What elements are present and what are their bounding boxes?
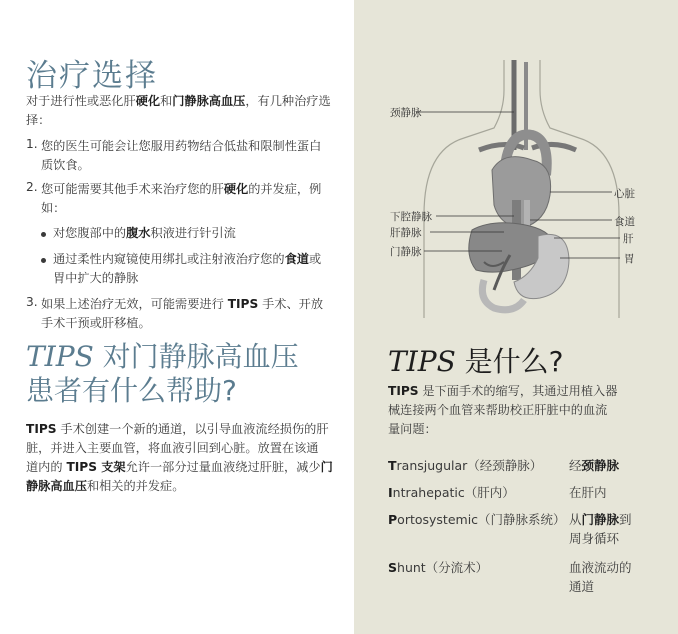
- acronym-row-s-term: [388, 558, 488, 577]
- acronym-term-t: ransjugular（经颈静脉）: [396, 458, 543, 473]
- list-item-3-line2: 手术干预或肝移植。: [41, 316, 151, 330]
- intro-bold-cirrhosis: 硬化: [135, 94, 161, 108]
- section-heading-line1: [26, 340, 299, 374]
- intro-text-mid: 和: [160, 94, 173, 108]
- para-line1-text: 手术创建一个新的通道，以引导血液流经损伤的肝: [56, 422, 329, 436]
- list-number-2: 2.: [26, 180, 38, 194]
- def-line1-text: 是下面手术的缩写，其通过用植入器: [418, 384, 618, 398]
- list-item-2: [41, 180, 341, 218]
- def-bold-tips: TIPS: [388, 384, 419, 398]
- bullet-item-1: [53, 224, 343, 243]
- list-number-3: 3.: [26, 295, 38, 309]
- bullet-1-text: 对您腹部中的: [53, 226, 127, 240]
- meaning-s-line2: 通道: [569, 579, 595, 594]
- meaning-i-text: 在肝内: [569, 485, 607, 500]
- list-item-2-line1: [41, 180, 341, 199]
- intro-text: 对于进行性或恶化肝: [26, 94, 136, 108]
- para-bold-portal: 门: [320, 460, 333, 474]
- para-bold-stent: TIPS 支架: [66, 460, 126, 474]
- tips-description-paragraph: [26, 420, 341, 496]
- list-item-2-text-suffix: 的并发症，例: [248, 182, 322, 196]
- bullet-2-text: 通过柔性内窥镜使用绑扎或注射液治疗您的: [53, 252, 285, 266]
- list-number-1: 1.: [26, 137, 38, 151]
- meaning-p-line1: [569, 510, 632, 529]
- list-item-3: [41, 295, 341, 333]
- acronym-row-i-meaning: [569, 483, 607, 502]
- anatomy-illustration: [354, 0, 678, 318]
- section-heading-what-is-tips: [388, 340, 564, 380]
- list-item-3-line1: [41, 295, 341, 314]
- intro-bold-portal-hypertension: 门静脉高血压: [172, 94, 246, 108]
- list-item-2-bold: 硬化: [223, 182, 249, 196]
- list-item-2-line2: 如：: [41, 201, 66, 215]
- list-item-1-line1: 您的医生可能会让您服用药物结合低盐和限制性蛋白: [41, 139, 322, 153]
- bullet-item-2: [53, 250, 343, 288]
- tips-italic: TIPS: [26, 340, 94, 373]
- acronym-row-p-meaning: [569, 510, 632, 548]
- meaning-p-bold: 门静脉: [581, 512, 620, 527]
- list-item-2-text: 您可能需要其他手术来治疗您的肝: [41, 182, 224, 196]
- def-line1: [388, 382, 668, 401]
- bullet-2-suffix: 或: [308, 252, 322, 266]
- intro-paragraph: [26, 92, 336, 130]
- heading-right-text: 是什么?: [455, 345, 564, 378]
- def-line3: 量问题：: [388, 422, 437, 436]
- acronym-letter-i: I: [388, 485, 393, 500]
- def-line2: 械连接两个血管来帮助校正肝脏中的血流: [388, 403, 608, 417]
- page-title: 治疗选择: [26, 58, 158, 94]
- list-item-3-text: 如果上述治疗无效，可能需要进行: [41, 297, 228, 311]
- acronym-letter-s: S: [388, 560, 398, 575]
- para-bold-portal-hypertension: 静脉高血压: [26, 479, 87, 493]
- label-jugular-vein: 颈静脉: [390, 107, 422, 119]
- label-portal-vein: 门静脉: [390, 246, 422, 258]
- bullet-1-bold: 腹水: [126, 226, 151, 240]
- para-line3-text-b: 允许一部分过量血液绕过肝脏，减少: [125, 460, 321, 474]
- bullet-2-bold: 食道: [284, 252, 309, 266]
- acronym-letter-t: T: [388, 458, 397, 473]
- para-bold-tips: TIPS: [26, 422, 57, 436]
- para-line3-text: 道内的: [26, 460, 67, 474]
- para-line2: 脏，并进入主要血管，将血液引回到心脏。放置在该通: [26, 441, 319, 455]
- bullet-2-line1: [53, 250, 343, 269]
- section-heading-tips-help: [26, 340, 299, 408]
- meaning-p-line2: 周身循环: [569, 531, 620, 546]
- intro-text-suffix: ，有几种治疗选择：: [26, 94, 331, 127]
- para-line3: [26, 458, 341, 477]
- acronym-term-i: ntrahepatic（肝内）: [392, 485, 515, 500]
- label-heart: 心脏: [614, 188, 635, 200]
- acronym-letter-p: P: [388, 512, 398, 527]
- acronym-row-p-term: [388, 510, 566, 529]
- heart-shape: [492, 157, 551, 228]
- list-item-1: [41, 137, 341, 175]
- bullet-dot-1: [41, 232, 46, 237]
- list-item-3-suffix: 手术、开放: [258, 297, 324, 311]
- body-outline-left: [424, 60, 504, 318]
- meaning-t-bold: 颈静脉: [581, 458, 620, 473]
- meaning-p-suffix: 到: [619, 512, 632, 527]
- bullet-2-line2: 胃中扩大的静脉: [53, 271, 139, 285]
- meaning-p-prefix: 从: [569, 512, 582, 527]
- subclavian-vessel-left: [479, 144, 524, 150]
- label-inferior-vena-cava: 下腔静脉: [390, 211, 432, 223]
- acronym-row-s-meaning: [569, 558, 632, 596]
- meaning-t-prefix: 经: [569, 458, 582, 473]
- tips-italic-right: TIPS: [388, 345, 456, 378]
- para-line4: [26, 477, 341, 496]
- acronym-row-t-term: [388, 456, 542, 475]
- para-line1: [26, 420, 341, 439]
- label-stomach: 胃: [624, 253, 635, 265]
- bullet-1-suffix: 积液进行针引流: [150, 226, 236, 240]
- tips-definition-paragraph: [388, 382, 668, 439]
- acronym-row-t-meaning: [569, 456, 619, 475]
- label-hepatic-vein: 肝静脉: [390, 227, 422, 239]
- para-line4-text: 和相关的并发症。: [86, 479, 185, 493]
- list-item-1-line2: 质饮食。: [41, 158, 90, 172]
- bullet-dot-2: [41, 258, 46, 263]
- section-heading-line2: 患者有什么帮助?: [26, 374, 237, 407]
- meaning-s-line1: 血液流动的: [569, 560, 632, 575]
- acronym-term-s: hunt（分流术）: [397, 560, 489, 575]
- label-esophagus: 食道: [614, 216, 635, 228]
- acronym-term-p: ortosystemic（门静脉系统）: [397, 512, 566, 527]
- label-liver: 肝: [623, 233, 634, 245]
- acronym-row-i-term: [388, 483, 515, 502]
- list-item-3-bold: TIPS: [227, 297, 259, 311]
- heading-line1-text: 对门静脉高血压: [93, 340, 299, 373]
